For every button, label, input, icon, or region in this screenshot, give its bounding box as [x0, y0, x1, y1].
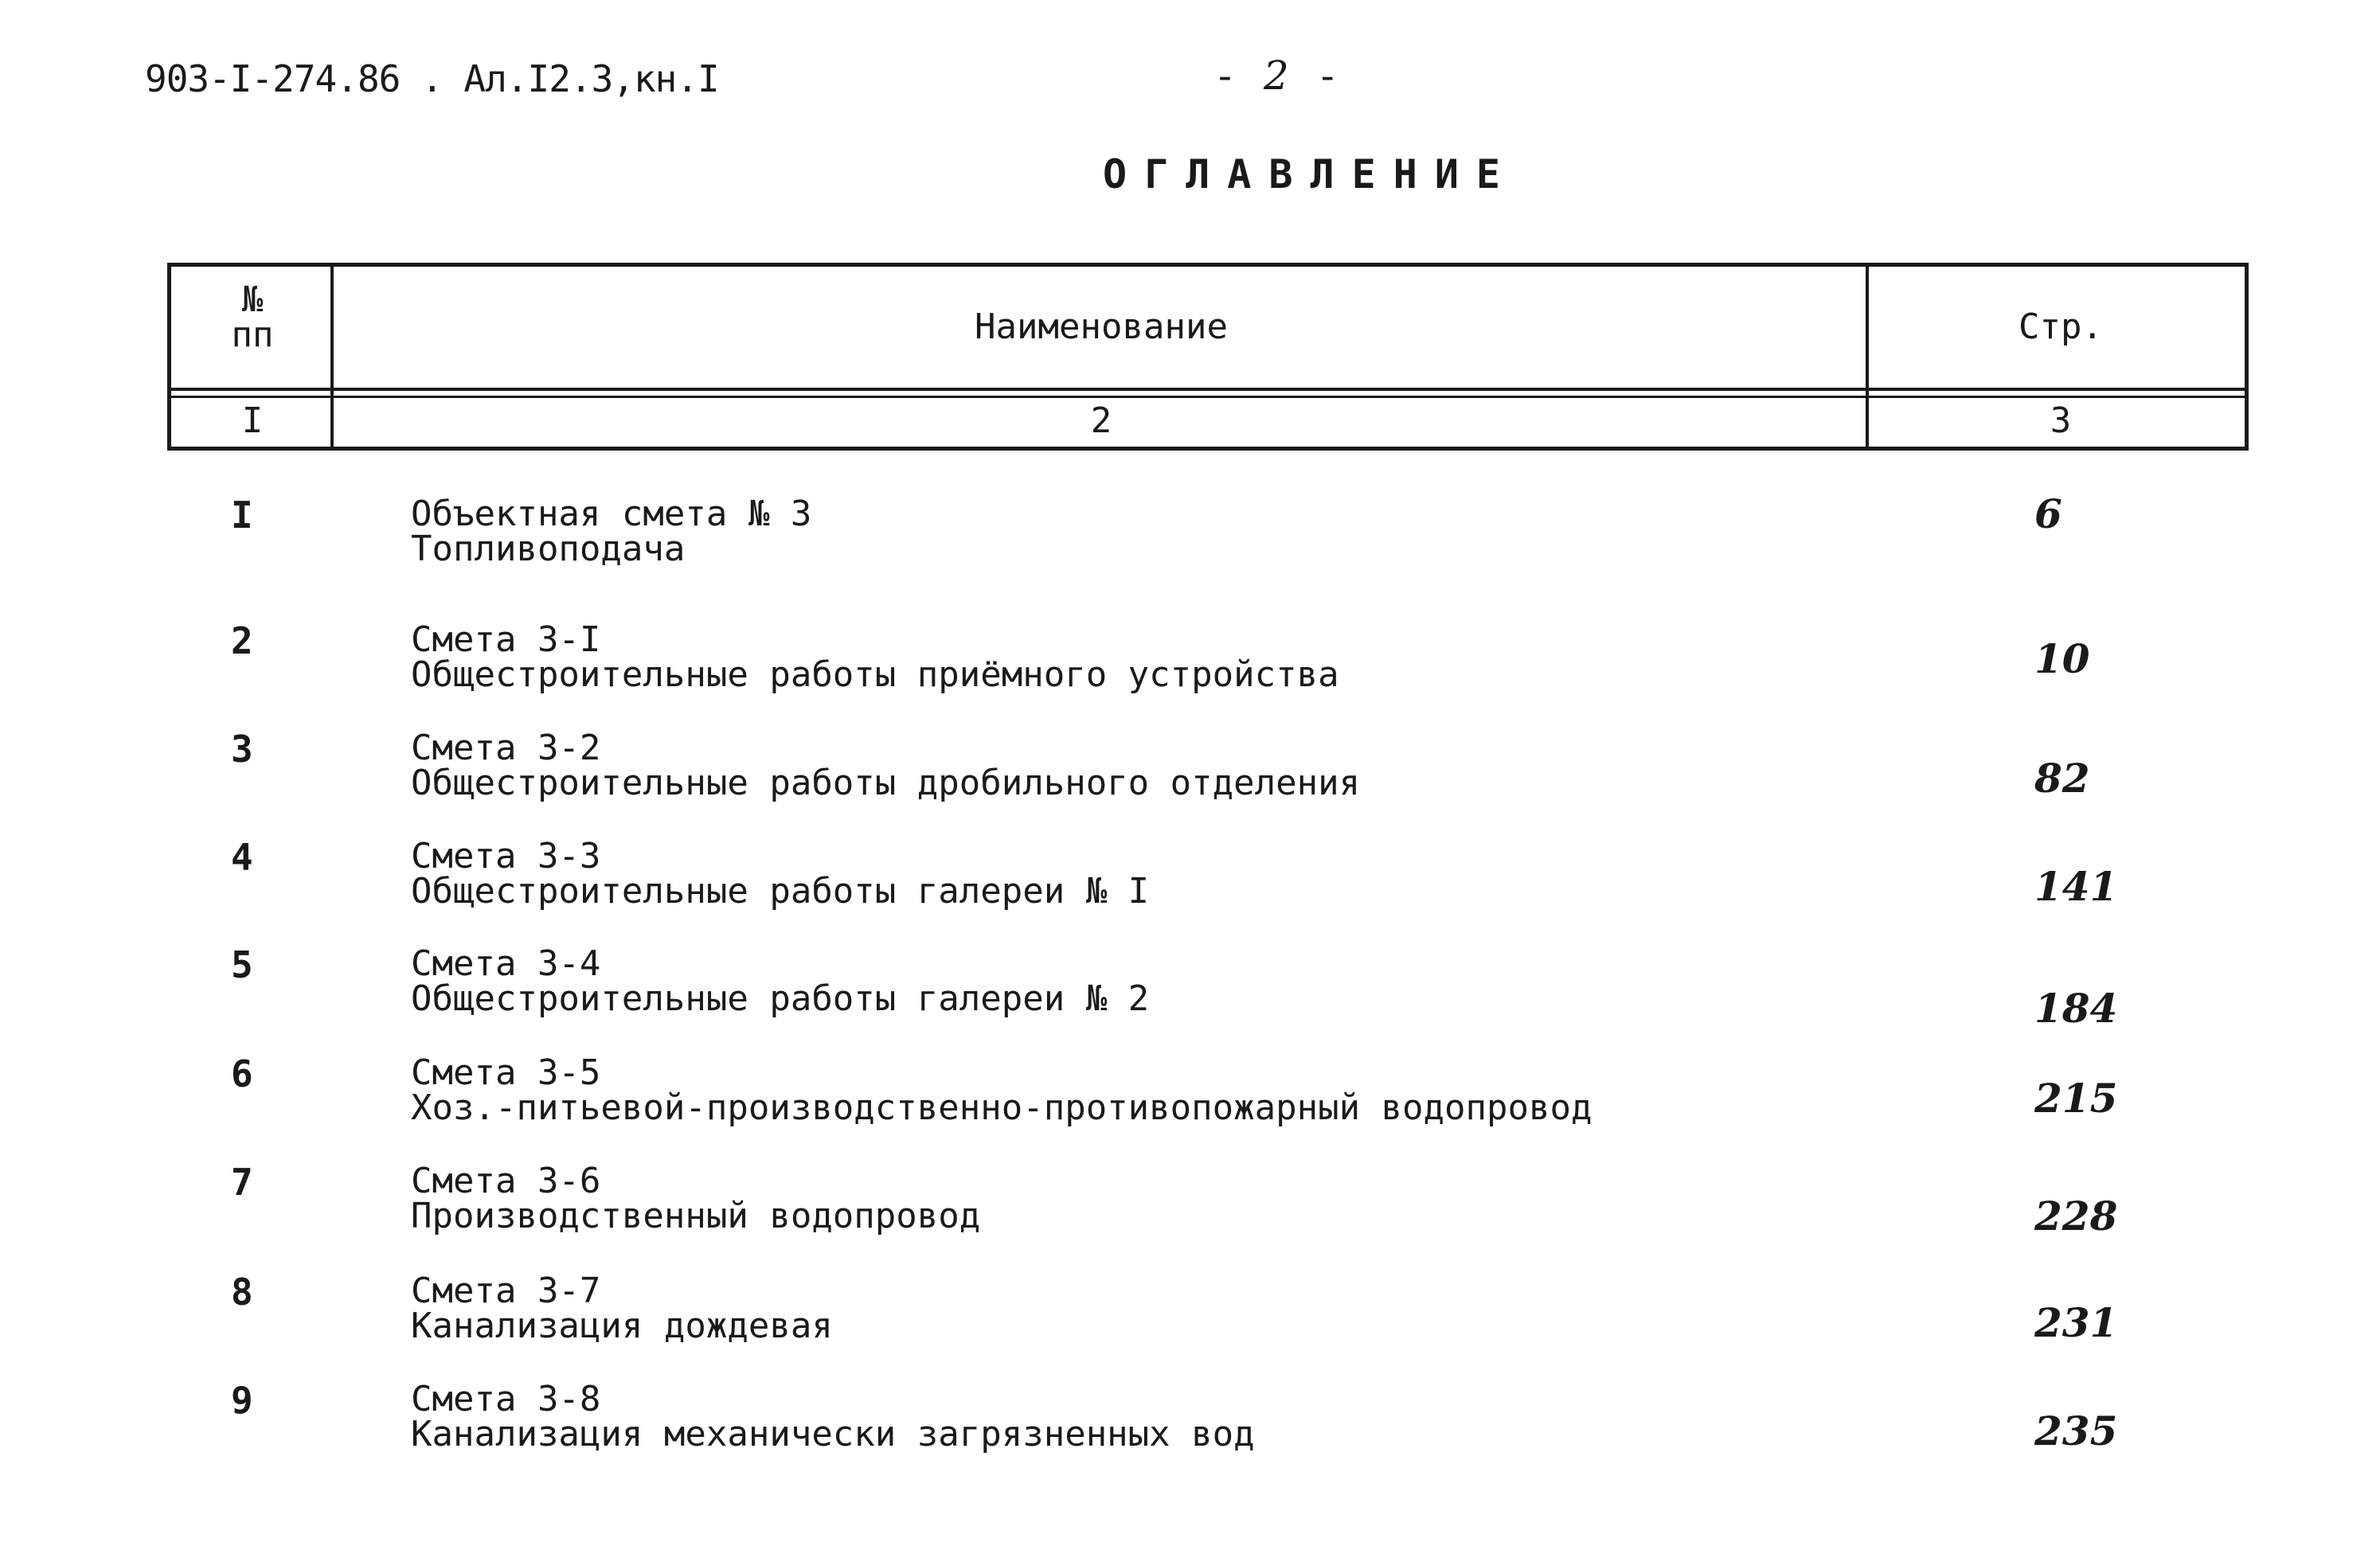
toc-entry: [0, 1052, 2380, 1156]
entry-page: 82: [2034, 755, 2090, 802]
entry-title: Смета 3-I: [411, 619, 601, 660]
entry-title: Смета 3-7: [411, 1271, 601, 1311]
page-number: 2: [1263, 53, 1289, 99]
entry-number: 4: [231, 836, 253, 879]
header-col-number: № пп: [231, 279, 274, 355]
entry-subtitle: Общестроительные работы галереи № 2: [411, 978, 1150, 1019]
entry-title: Смета 3-5: [411, 1052, 601, 1093]
entry-title: Смета 3-2: [411, 728, 601, 768]
dash-right: -: [1320, 53, 1335, 99]
entry-number: 8: [231, 1271, 253, 1314]
entry-number: 3: [231, 728, 253, 771]
entry-page: 228: [2034, 1193, 2118, 1239]
page-number-line: [1186, 53, 1366, 99]
header-col-name: Наименование: [975, 306, 1228, 347]
entry-page: 184: [2034, 985, 2118, 1032]
dash-left: -: [1218, 53, 1232, 99]
header-row-divider: [171, 388, 2245, 391]
entry-page: 10: [2034, 635, 2090, 682]
page-title: ОГЛАВЛЕНИЕ: [1103, 151, 1518, 197]
entry-title: Смета 3-3: [411, 836, 601, 876]
entry-subtitle: Хоз.-питьевой-производственно-противопожарный водопровод: [411, 1087, 1593, 1128]
entry-title: Смета 3-8: [411, 1379, 601, 1419]
document-code: 903-I-274.86 . Ал.I2.3,кн.I: [145, 57, 719, 100]
toc-entry: [0, 836, 2380, 939]
toc-entry: [0, 619, 2380, 723]
entry-number: I: [231, 494, 253, 537]
header-index-1: I: [241, 400, 264, 441]
entry-page: 235: [2034, 1407, 2118, 1454]
entry-subtitle: Топливоподача: [411, 529, 686, 569]
toc-entry: [0, 728, 2380, 831]
entry-page: 6: [2034, 490, 2062, 537]
toc-entry: [0, 1271, 2380, 1374]
entry-number: 9: [231, 1379, 253, 1422]
entry-number: 6: [231, 1052, 253, 1095]
toc-entry: [0, 490, 2380, 597]
entry-subtitle: Общестроительные работы галереи № I: [411, 871, 1150, 912]
header-col-page: Стр.: [2019, 306, 2103, 347]
entry-number: 2: [231, 619, 253, 662]
entry-number: 7: [231, 1161, 253, 1204]
header-index-2: 2: [1090, 400, 1112, 441]
entry-number: 5: [231, 943, 253, 986]
entry-title: Объектная смета № 3: [411, 494, 812, 534]
entry-subtitle: Производственный водопровод: [411, 1196, 981, 1236]
toc-entry: [0, 943, 2380, 1047]
entry-subtitle: Канализация механически загрязненных вод: [411, 1414, 1255, 1454]
entry-subtitle: Канализация дождевая: [411, 1306, 833, 1346]
header-row-divider-inner: [171, 396, 2245, 398]
header-index-3: 3: [2050, 400, 2072, 441]
entry-subtitle: Общестроительные работы дробильного отделения: [411, 763, 1361, 803]
entry-page: 231: [2034, 1299, 2118, 1346]
entry-title: Смета 3-6: [411, 1161, 601, 1201]
toc-header-table: [167, 263, 2249, 451]
entry-title: Смета 3-4: [411, 943, 601, 984]
toc-entry: [0, 1379, 2380, 1482]
entry-page: 141: [2034, 863, 2118, 910]
toc-entry: [0, 1161, 2380, 1264]
entry-page: 215: [2034, 1075, 2118, 1122]
entry-subtitle: Общестроительные работы приёмного устройства: [411, 654, 1339, 695]
